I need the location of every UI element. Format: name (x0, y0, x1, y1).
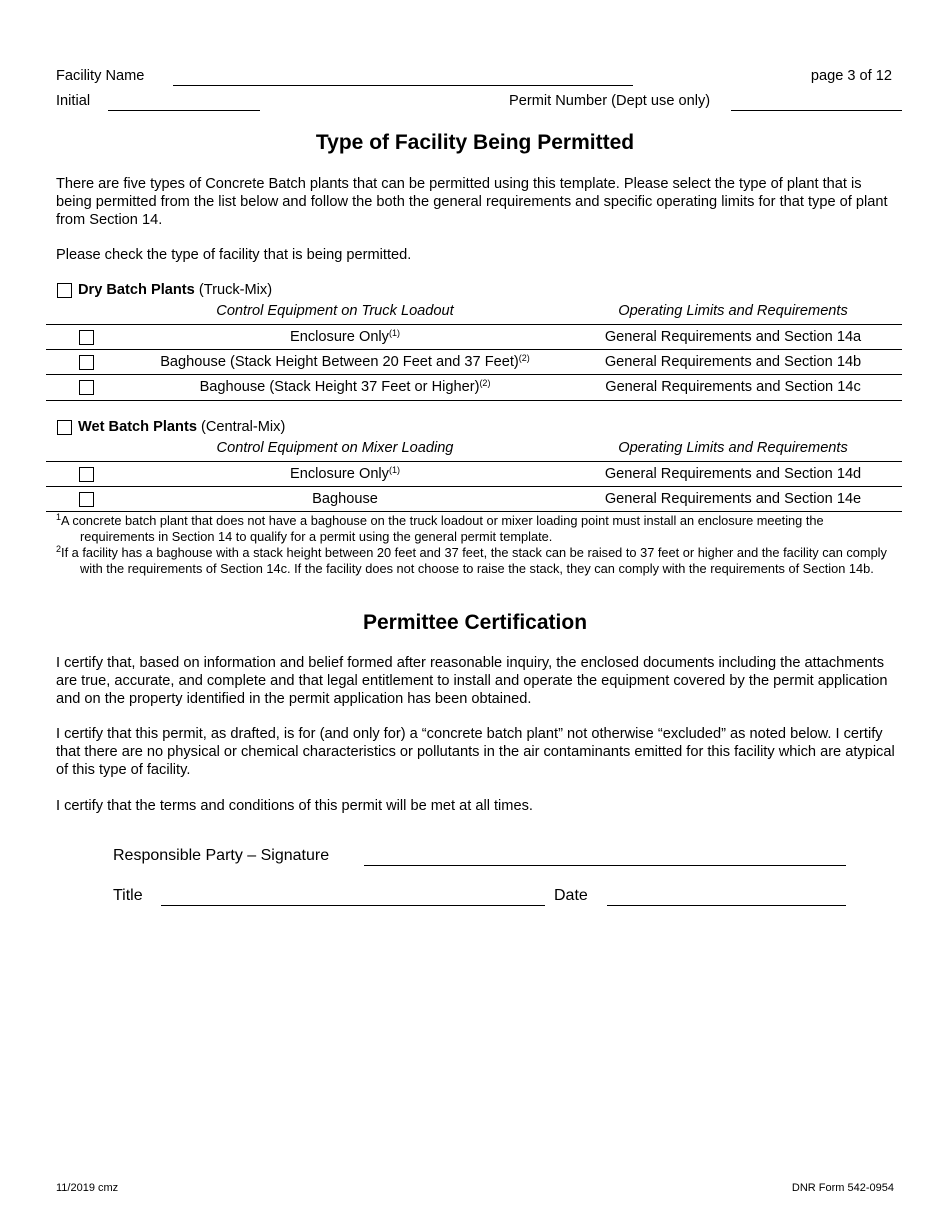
date-field[interactable] (607, 905, 846, 906)
dry-row-1-checkbox[interactable] (79, 330, 94, 345)
wet-row-1-checkbox[interactable] (79, 467, 94, 482)
wet-row-2-requirement: General Requirements and Section 14e (604, 491, 862, 507)
footnote-2: $^2$If a facility has a baghouse with a stack height between 20 feet and 37 feet, the stack can be raised to 37 feet or higher and the facility can comply with the requirements of Section 14c. If the facility does not choose to raise the stack, they can comply with the requirements of Section 14b. (56, 544, 887, 577)
footer-revision: 11/2019 cmz (56, 1182, 119, 1194)
title-label: Title (113, 887, 143, 904)
table-rule (46, 349, 902, 350)
table-rule (46, 324, 902, 325)
date-label: Date (554, 887, 588, 904)
certification-paragraph-2: I certify that this permit, as drafted, is for (and only for) a “concrete batch plant” not otherwise “excluded” as noted below. I certify that there are no physical or chemical characteristics or pollutants in the air contaminants emitted for this facility which are atypical of this type of facility. (56, 726, 895, 778)
dry-row-1-equipment: Enclosure Only$^{(1)}$ (290, 328, 400, 345)
dry-col-control: Control Equipment on Truck Loadout (216, 303, 454, 319)
table-rule (46, 400, 902, 401)
wet-row-2-checkbox[interactable] (79, 492, 94, 507)
dry-row-3-requirement: General Requirements and Section 14c (605, 379, 861, 395)
wet-batch-name: Wet Batch Plants (78, 419, 197, 435)
dry-batch-heading (78, 282, 272, 298)
facility-type-intro: There are five types of Concrete Batch plants that can be permitted using this template. Please select the type of plant that is being permitted from the list below and follow the both the general requirements and specific operating limits for that type of plant from Section 14. (56, 176, 888, 228)
wet-batch-checkbox[interactable] (57, 420, 72, 435)
facility-name-field[interactable] (173, 85, 633, 86)
dry-row-3-equipment: Baghouse (Stack Height 37 Feet or Higher)$^{(2)}$ (199, 378, 491, 395)
table-rule (46, 486, 902, 487)
wet-col-limits: Operating Limits and Requirements (618, 440, 848, 456)
page-number: page 3 of 12 (810, 68, 892, 84)
dry-row-2-requirement: General Requirements and Section 14b (604, 354, 862, 370)
facility-name-label: Facility Name (56, 68, 145, 84)
footnote-1: $^1$A concrete batch plant that does not have a baghouse on the truck loadout or mixer loading point must install an enclosure meeting the requirements in Section 14 to qualify for a permit using the general permit template. (56, 512, 824, 545)
wet-row-2-equipment: Baghouse (312, 491, 378, 507)
wet-row-1-equipment: Enclosure Only$^{(1)}$ (290, 465, 400, 482)
wet-col-control: Control Equipment on Mixer Loading (216, 440, 454, 456)
dry-batch-name: Dry Batch Plants (78, 282, 195, 298)
footer-form-number: DNR Form 542-0954 (791, 1182, 894, 1194)
table-rule (46, 374, 902, 375)
dry-row-2-equipment: Baghouse (Stack Height Between 20 Feet and 37 Feet)$^{(2)}$ (160, 353, 530, 370)
dry-batch-qualifier: (Truck-Mix) (198, 282, 273, 298)
permit-number-field[interactable] (731, 110, 902, 111)
dry-row-1-requirement: General Requirements and Section 14a (604, 329, 862, 345)
wet-batch-heading (78, 419, 285, 435)
facility-type-instruction: Please check the type of facility that is being permitted. (56, 247, 412, 263)
permit-number-label: Permit Number (Dept use only) (509, 93, 711, 109)
signature-field[interactable] (364, 865, 846, 866)
initial-field[interactable] (108, 110, 260, 111)
dry-row-2-checkbox[interactable] (79, 355, 94, 370)
dry-col-limits: Operating Limits and Requirements (618, 303, 848, 319)
facility-type-title: Type of Facility Being Permitted (315, 131, 635, 154)
initial-label: Initial (56, 93, 91, 109)
certification-paragraph-3: I certify that the terms and conditions of this permit will be met at all times. (56, 798, 533, 814)
dry-batch-checkbox[interactable] (57, 283, 72, 298)
dry-row-3-checkbox[interactable] (79, 380, 94, 395)
table-rule (46, 461, 902, 462)
certification-paragraph-1: I certify that, based on information and belief formed after reasonable inquiry, the enclosed documents including the attachments are true, accurate, and complete and that legal entitlement to install and operate the equipment covered by the permit application and on the property identified in the permit application has been obtained. (56, 655, 888, 707)
wet-row-1-requirement: General Requirements and Section 14d (604, 466, 862, 482)
certification-title: Permittee Certification (362, 611, 588, 634)
signature-label: Responsible Party – Signature (113, 847, 330, 864)
table-rule (46, 511, 902, 512)
wet-batch-qualifier: (Central-Mix) (201, 419, 286, 435)
title-field[interactable] (161, 905, 545, 906)
